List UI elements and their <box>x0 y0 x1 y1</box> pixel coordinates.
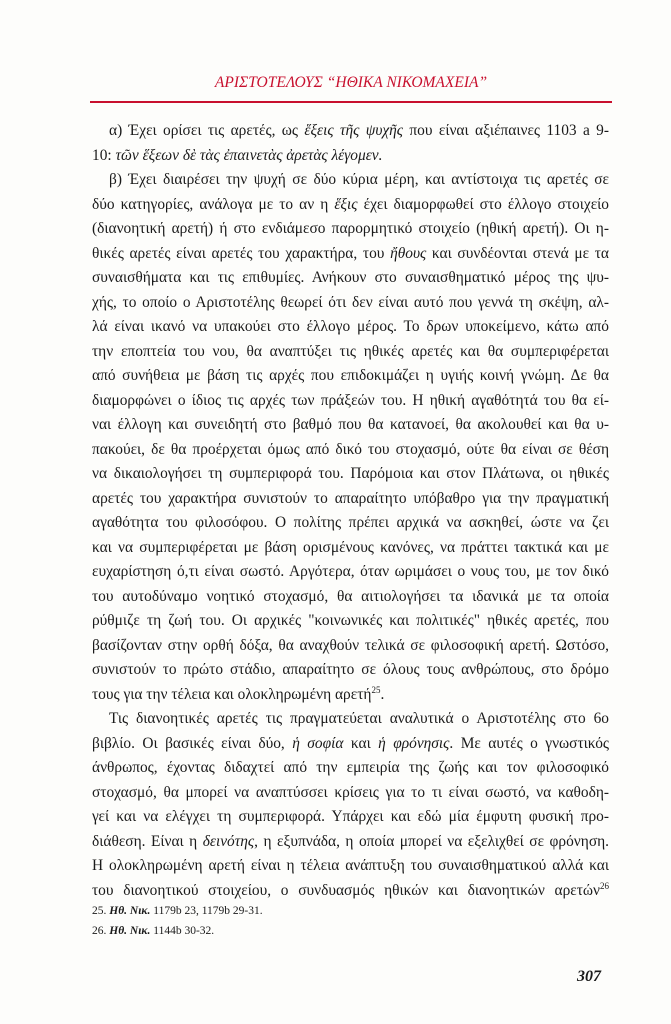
text-line <box>92 683 609 708</box>
text-line <box>92 609 609 634</box>
text-line <box>92 144 609 169</box>
italic-term: ἕξεις τῆς ψυχῆς <box>304 122 404 139</box>
text-line <box>92 340 609 365</box>
text-segment: και να συμπεριφέρεται με βάση ορισμένους κανόνες, να πράττει τακτικά και με <box>92 538 609 556</box>
text-segment: ευχαρίστηση ό,τι είναι σωστό. Αργότερα, όταν ωριμάσει ο νους του, με τον δικό <box>92 563 609 580</box>
text-segment: 10: <box>92 146 116 164</box>
text-segment: την εποπτεία του νου, θα αναπτύξει τις ηθικές αρετές και θα συμπεριφέρεται <box>92 342 609 360</box>
text-segment: από συνήθεια με βάση τις αρχές που επιδοκιμάζει η υγιής κοινή γνώμη. Δε θα <box>92 367 609 384</box>
page-number: 307 <box>577 968 601 985</box>
text-segment: δύο κατηγορίες, ανάλογα με το αν η <box>92 195 335 213</box>
text-segment: στοχασμό, θα μπορεί να αναπτύσσει κρίσεις για το τι είναι σωστό, να καθοδη- <box>92 783 609 801</box>
text-line <box>92 658 609 683</box>
text-segment: χής, το οποίο ο Αριστοτέλης θεωρεί ότι δεν είναι αυτό που γεννά τη σκέψη, αλ- <box>92 293 609 311</box>
text-segment: τους για την τέλεια και ολοκληρωμένη αρετή <box>92 685 372 703</box>
text-segment: και <box>343 734 379 752</box>
text-line <box>92 291 609 316</box>
footnote-26 <box>92 925 214 937</box>
text-segment: β) Έχει διαιρέσει την ψυχή σε δύο κύρια μέρη, και αντίστοιχα τις αρετές σε <box>109 171 609 188</box>
text-segment: λά είναι ικανό να υπακούει στο έλλογο μέρος. Το δρων υποκείμενο, κάτω από <box>92 318 609 335</box>
italic-term: ἡ φρόνησις <box>378 734 450 752</box>
text-segment: άνθρωπος, έχοντας διδαχτεί από την εμπειρία της ζωής και τον φιλοσοφικό <box>92 759 609 776</box>
text-line <box>92 805 609 830</box>
text-line <box>92 536 609 561</box>
header-rule <box>90 101 612 103</box>
text-segment: του αυτοδύναμο νοητικό στοχασμό, θα αιτιολογήσει τα ιδανικά με τα οποία <box>92 587 609 605</box>
text-segment: . <box>380 685 385 703</box>
text-segment: Η ολοκληρωμένη αρετή είναι η τέλεια ανάπτυξη του συναισθηματικού αλλά και <box>92 857 609 874</box>
text-segment: διάθεση. Είναι η <box>92 832 203 850</box>
text-segment: θικές αρετές είναι αρετές του χαρακτήρα, του <box>92 244 391 262</box>
text-segment: βιβλίο. Οι βασικές είναι δύο, <box>92 734 293 752</box>
text-line <box>92 707 609 732</box>
text-line <box>92 560 609 585</box>
italic-term: τῶν ἕξεων δὲ τὰς ἐπαινετὰς ἀρετὰς λέγομεν. <box>115 146 383 164</box>
footnote-ref: 1144b 30-32. <box>153 925 215 937</box>
text-segment: γεί και να ελέγχει τη συμπεριφορά. Υπάρχει και εδώ μία έμφυτη φυσική προ- <box>92 808 609 825</box>
italic-term: ἤθους <box>390 244 427 262</box>
text-line <box>92 585 609 610</box>
text-segment: να δικαιολογήσει τη συμπεριφορά του. Παρόμοια και στον Πλάτωνα, οι ηθικές <box>92 465 609 482</box>
text-segment: , η εξυπνάδα, η οποία μπορεί να εξελιχθεί σε φρόνηση. <box>254 832 610 850</box>
text-line <box>92 242 609 267</box>
italic-term: δεινότης <box>202 832 255 850</box>
text-line <box>92 830 609 855</box>
text-segment: και συνδέονται στενά με τα <box>426 244 609 262</box>
text-line <box>92 193 609 218</box>
text-segment: διαμορφώνει ο ίδιος τις αρχές των πράξεών του. Η ηθική αγαθότητά του θα εί- <box>92 391 609 409</box>
text-segment: που είναι αξιέπαινες 1103 a 9- <box>403 122 610 139</box>
text-segment: πακούει, δε θα προέρχεται όμως από δικό του στοχασμό, ούτε θα είναι σε θέση <box>92 440 609 458</box>
text-line <box>92 781 609 806</box>
text-line <box>92 511 609 536</box>
text-line <box>92 462 609 487</box>
text-segment: ναι έλλογη και συνειδητή στο βαθμό που θα κατανοεί, θα ακολουθεί και θα υ- <box>92 416 609 433</box>
italic-term: ἡ σοφία <box>292 734 344 752</box>
italic-term: ἕξις <box>334 195 358 213</box>
text-segment: αγαθότητα του φιλοσόφου. Ο πολίτης πρέπει αρχικά να ασκηθεί, ώστε να ζει <box>92 514 609 531</box>
text-segment: έχει διαμορφωθεί στο έλλογο στοιχείο <box>357 195 609 213</box>
footnote-marker: 25 <box>371 684 381 695</box>
text-segment: Τις διανοητικές αρετές τις πραγματεύεται αναλυτικά ο Αριστοτέλης στο 6ο <box>109 710 609 727</box>
text-line <box>92 119 609 144</box>
text-line <box>92 854 609 879</box>
text-line <box>92 879 609 904</box>
text-line <box>92 732 609 757</box>
text-line <box>92 364 609 389</box>
text-line <box>92 487 609 512</box>
footnote-abbr: Ηθ. Νικ. <box>109 905 151 917</box>
body-text <box>92 119 609 903</box>
text-line <box>92 315 609 340</box>
text-segment: α) Έχει ορίσει τις αρετές, ως <box>109 122 305 139</box>
text-line <box>92 634 609 659</box>
text-line <box>92 389 609 414</box>
text-segment: συνιστούν το πρώτο στάδιο, απαραίτητο σε όλους τους ανθρώπους, στο δρόμο <box>92 661 609 678</box>
text-line <box>92 168 609 193</box>
text-line <box>92 266 609 291</box>
footnote-number: 26. <box>92 925 107 937</box>
text-segment: βασίζονταν στην ορθή δόξα, θα αναχθούν τελικά σε φιλοσοφική αρετή. Ωστόσο, <box>92 636 609 654</box>
text-line <box>92 413 609 438</box>
text-line <box>92 217 609 242</box>
text-segment: ρύθμιζε τη ζωή του. Οι αρχικές "κοινωνικές και πολιτικές" ηθικές αρετές, που <box>92 612 609 629</box>
text-segment: . Με αυτές ο γνωστικός <box>449 734 609 752</box>
footnote-abbr: Ηθ. Νικ. <box>109 925 151 937</box>
text-segment: (διανοητική αρετή) ή στο ενδιάμεσο παρορμητικό στοιχείο (ηθική αρετή). Οι η- <box>92 220 609 237</box>
running-header: ΑΡΙΣΤΟΤΕΛΟΥΣ “ΗΘΙΚΑ ΝΙΚΟΜΑΧΕΙΑ” <box>214 74 488 91</box>
footnote-25 <box>92 905 263 917</box>
text-segment: συναισθήματα και τις επιθυμίες. Ανήκουν στο συναισθηματικό μέρος της ψυ- <box>92 269 609 286</box>
text-line <box>92 438 609 463</box>
text-segment: του διανοητικού στοιχείου, ο συνδυασμός ηθικών και διανοητικών αρετών <box>92 881 600 899</box>
footnote-marker: 26 <box>600 880 609 891</box>
footnote-ref: 1179b 23, 1179b 29-31. <box>153 905 263 917</box>
text-line <box>92 756 609 781</box>
footnote-number: 25. <box>92 905 107 917</box>
text-segment: αρετές του χαρακτήρα συνιστούν το απαραίτητο υπόβαθρο για την πραγματική <box>92 489 609 507</box>
